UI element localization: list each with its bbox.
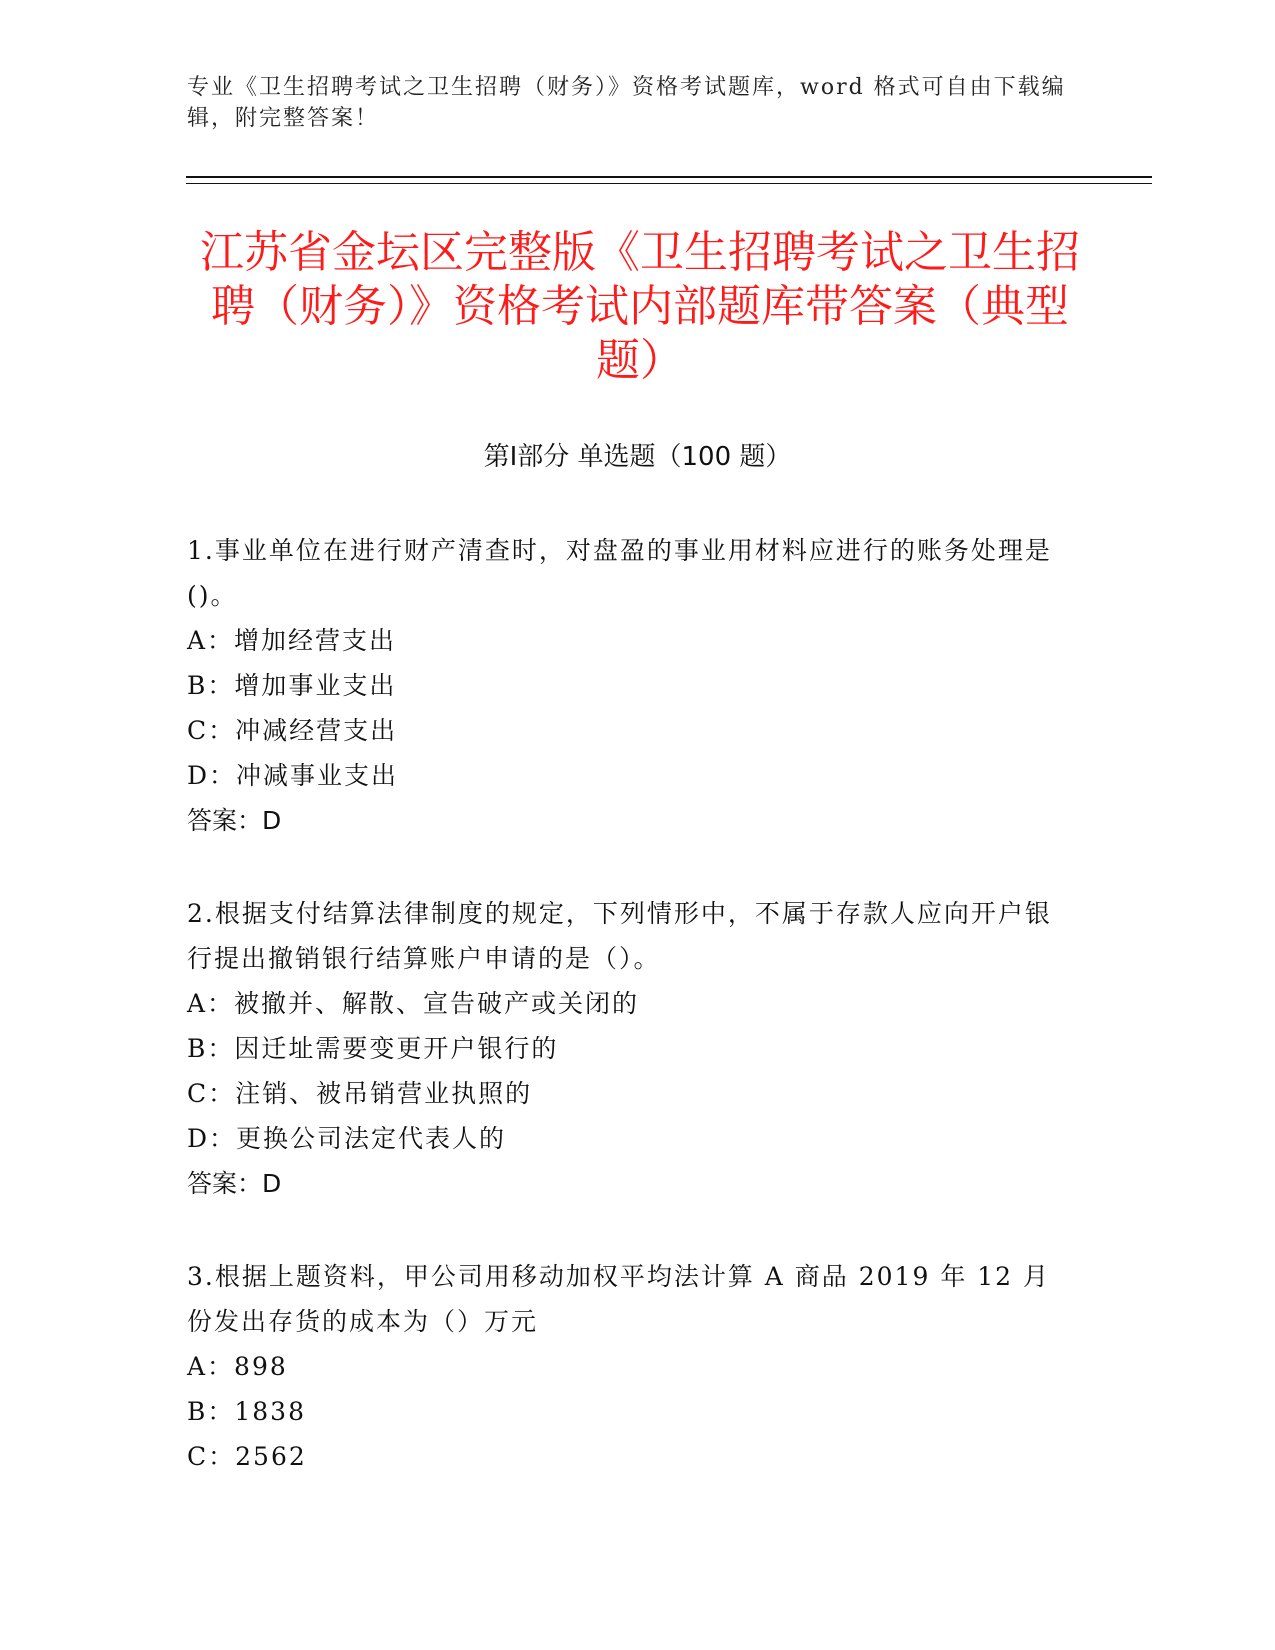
header-divider-thick [186, 176, 1152, 178]
question-1 [187, 528, 1067, 843]
header-divider-thin [186, 183, 1152, 184]
document-title: 江苏省金坛区完整版《卫生招聘考试之卫生招聘（财务）》资格考试内部题库带答案（典型题） [200, 227, 1080, 386]
answer: 答案：D [187, 806, 282, 835]
option-c: C：2562 [187, 1442, 307, 1471]
option-b: B：因迁址需要变更开户银行的 [187, 1034, 559, 1063]
question-stem: 2.根据支付结算法律制度的规定，下列情形中，不属于存款人应向开户银行提出撤销银行结算账户申请的是（）。 [187, 899, 1052, 973]
option-d: D：冲减事业支出 [187, 761, 399, 790]
option-c: C：冲减经营支出 [187, 716, 398, 745]
option-b: B：增加事业支出 [187, 671, 397, 700]
header-note: 专业《卫生招聘考试之卫生招聘（财务）》资格考试题库，word 格式可自由下载编辑，附完整答案！ [187, 75, 1066, 131]
option-c: C：注销、被吊销营业执照的 [187, 1079, 533, 1108]
answer: 答案：D [187, 1169, 282, 1198]
option-a: A：898 [187, 1352, 288, 1381]
option-a: A：被撤并、解散、宣告破产或关闭的 [187, 989, 640, 1018]
option-d: D：更换公司法定代表人的 [187, 1124, 507, 1153]
question-2 [187, 891, 1067, 1206]
question-3 [187, 1254, 1067, 1479]
section-heading: 第Ⅰ部分 单选题（100 题） [483, 442, 792, 472]
option-a: A：增加经营支出 [187, 626, 397, 655]
question-stem: 1.事业单位在进行财产清查时，对盘盈的事业用材料应进行的账务处理是()。 [187, 536, 1052, 610]
option-b: B：1838 [187, 1397, 306, 1426]
question-stem: 3.根据上题资料，甲公司用移动加权平均法计算 A 商品 2019 年 12 月份发出存货的成本为（）万元 [187, 1262, 1051, 1336]
